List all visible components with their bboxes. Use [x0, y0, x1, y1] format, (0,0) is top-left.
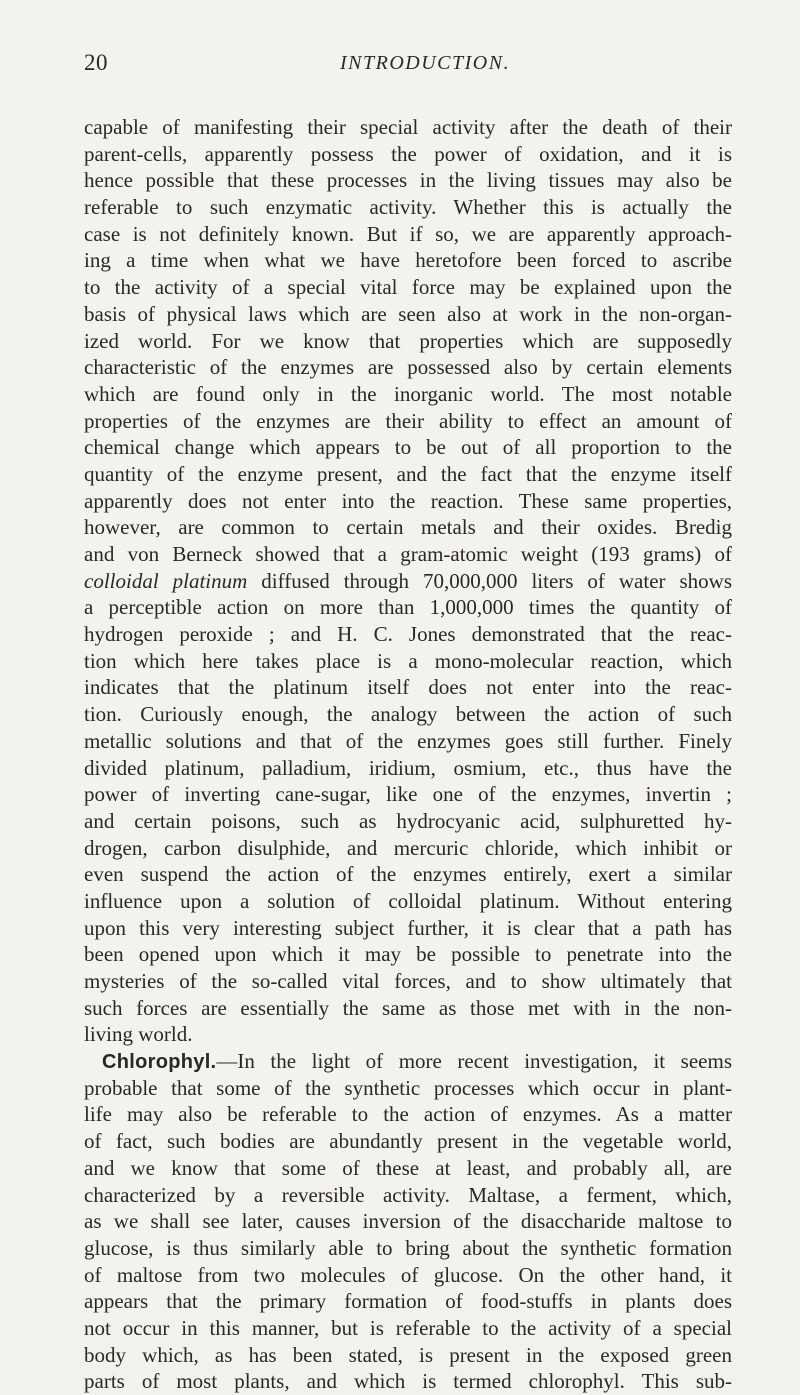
text-line: been opened upon which it may be possible to penetrate into the — [84, 942, 732, 967]
text-line: ized world. For we know that properties which are supposedly — [84, 328, 732, 353]
text-line: of fact, such bodies are abundantly present in the vegetable world, — [84, 1129, 732, 1154]
text-line: even suspend the action of the enzymes entirely, exert a similar — [84, 862, 732, 887]
text-line: divided platinum, palladium, iridium, osmium, etc., thus have the — [84, 755, 732, 780]
text-line: body which, as has been stated, is present in the exposed green — [84, 1342, 732, 1367]
text-line: parts of most plants, and which is termed chlorophyl. This sub- — [84, 1369, 732, 1394]
text-line: referable to such enzymatic activity. Whether this is actually the — [84, 195, 732, 220]
text-line-italic-start — [84, 568, 732, 595]
text-line: influence upon a solution of colloidal platinum. Without entering — [84, 888, 732, 913]
text-line: quantity of the enzyme present, and the fact that the enzyme itself — [84, 461, 732, 486]
text-line: ing a time when what we have heretofore been forced to ascribe — [84, 248, 732, 273]
text-line: hydrogen peroxide ; and H. C. Jones demonstrated that the reac- — [84, 622, 732, 647]
text-line: life may also be referable to the action of enzymes. As a matter — [84, 1102, 732, 1127]
text-line: properties of the enzymes are their ability to effect an amount of — [84, 408, 732, 433]
text-line: capable of manifesting their special activity after the death of their — [84, 115, 732, 139]
text-line: drogen, carbon disulphide, and mercuric chloride, which inhibit or — [84, 835, 732, 860]
page-number: 20 — [84, 50, 108, 75]
text-line: mysteries of the so-called vital forces, and to show ultimately that — [84, 969, 732, 993]
text-line: which are found only in the inorganic world. The most notable — [84, 381, 732, 406]
text-line: probable that some of the synthetic processes which occur in plant- — [84, 1075, 732, 1100]
text-line: however, are common to certain metals and their oxides. Bredig — [84, 515, 732, 540]
text-line: and we know that some of these at least, and probably all, are — [84, 1155, 732, 1180]
page-header — [0, 50, 800, 80]
text-line: and certain poisons, such as hydrocyanic acid, sulphuretted hy- — [84, 808, 732, 833]
text-line-end: living world. — [84, 1022, 193, 1047]
text-line: and von Berneck showed that a gram-atomic weight (193 grams) of — [84, 542, 732, 566]
text-line: apparently does not enter into the reaction. These same properties, — [84, 488, 732, 513]
text-line: of maltose from two molecules of glucose. On the other hand, it — [84, 1262, 732, 1287]
text-line: parent-cells, apparently possess the power of oxidation, and it is — [84, 141, 732, 166]
text-line: a perceptible action on more than 1,000,000 times the quantity of — [84, 595, 732, 620]
text-line: power of inverting cane-sugar, like one of the enzymes, invertin ; — [84, 782, 732, 807]
section-first-line — [84, 1048, 732, 1075]
text-line: hence possible that these processes in the living tissues may also be — [84, 168, 732, 193]
running-head: INTRODUCTION. — [340, 52, 511, 74]
text-line: characterized by a reversible activity. Maltase, a ferment, which, — [84, 1182, 732, 1207]
text-line: upon this very interesting subject further, it is clear that a path has — [84, 915, 732, 940]
text-line: not occur in this manner, but is referable to the activity of a special — [84, 1315, 732, 1340]
text-line: chemical change which appears to be out of all proportion to the — [84, 435, 732, 460]
text-line: glucose, is thus similarly able to bring about the synthetic formation — [84, 1235, 732, 1260]
text-line: as we shall see later, causes inversion of the disaccharide maltose to — [84, 1209, 732, 1234]
text-line: tion. Curiously enough, the analogy between the action of such — [84, 702, 732, 727]
text-line: appears that the primary formation of food-stuffs in plants does — [84, 1289, 732, 1314]
text-line: tion which here takes place is a mono-molecular reaction, which — [84, 648, 732, 673]
text-line: to the activity of a special vital force may be explained upon the — [84, 275, 732, 300]
italic-phrase: colloidal platinum — [84, 568, 248, 593]
text-line: characteristic of the enzymes are possessed also by certain elements — [84, 355, 732, 380]
section-first-line-text: —In the light of more recent investigation, it seems — [216, 1049, 732, 1074]
line-remainder: diffused through 70,000,000 liters of water shows — [247, 568, 732, 593]
text-line: basis of physical laws which are seen also at work in the non-organ- — [84, 301, 732, 326]
text-line: such forces are essentially the same as those met with in the non- — [84, 995, 732, 1020]
section-heading: Chlorophyl. — [102, 1051, 217, 1074]
text-line: metallic solutions and that of the enzymes goes still further. Finely — [84, 728, 732, 753]
body-text — [84, 114, 732, 1395]
text-line: indicates that the platinum itself does not enter into the reac- — [84, 675, 732, 700]
text-line: case is not definitely known. But if so, we are apparently approach- — [84, 221, 732, 246]
